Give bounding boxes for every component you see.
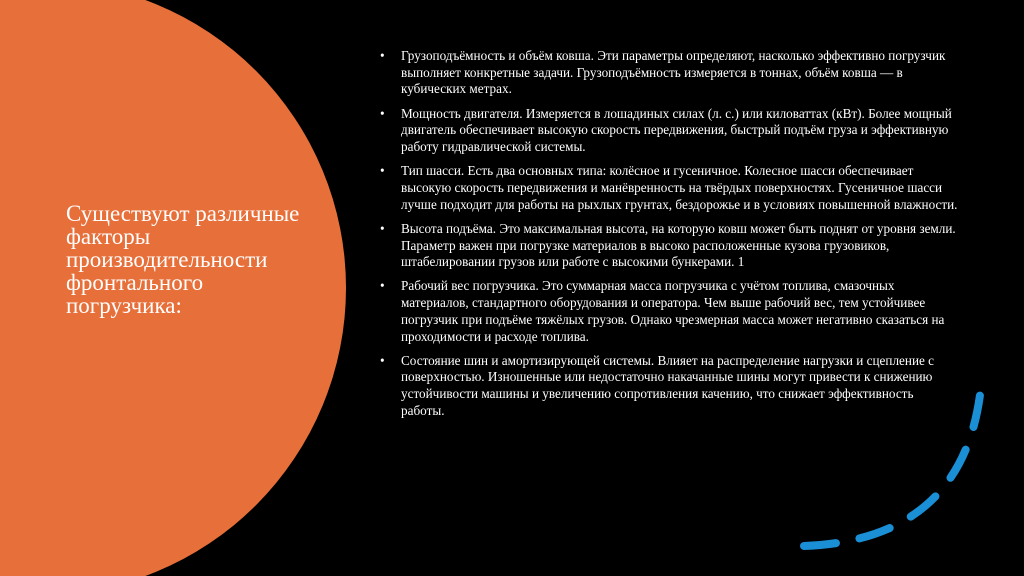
factors-list: [378, 48, 958, 427]
list-item-tires-suspension: • Состояние шин и амортизирующей системы. Влияет на распределение нагрузки и сцепление с поверхностью. Изношенные или недостаточно накачанные шины могут привести к снижению устойчивости машины и увеличению сопротивления качению, что снижает эффективность работы.: [378, 353, 958, 420]
list-item-operating-weight: • Рабочий вес погрузчика. Это суммарная масса погрузчика с учётом топлива, смазочных материалов, стандартного оборудования и оператора. Чем выше рабочий вес, тем устойчивее погрузчик при подъёме тяжёлых грузов. Однако чрезмерная масса может негативно сказаться на проходимости и расходе топлива.: [378, 278, 958, 345]
list-item-engine-power: • Мощность двигателя. Измеряется в лошадиных силах (л. с.) или киловаттах (кВт). Более мощный двигатель обеспечивает высокую скорость передвижения, быстрый подъём груза и эффективную работу гидравлической системы.: [378, 106, 958, 156]
list-item-lift-height: • Высота подъёма. Это максимальная высота, на которую ковш может быть поднят от уровня земли. Параметр важен при погрузке материалов в высоко расположенные кузова грузовиков, штабелировании грузов или работе с высокими бункерами. 1: [378, 221, 958, 271]
list-item-chassis-type: • Тип шасси. Есть два основных типа: колёсное и гусеничное. Колесное шасси обеспечивает высокую скорость передвижения и манёвренность на твёрдых поверхностях. Гусеничное шасси лучше подходит для работы на рыхлых грунтах, бездорожье и в условиях повышенной влажности.: [378, 163, 958, 213]
slide-title: Существуют различные факторы производительности фронтального погрузчика:: [66, 201, 300, 318]
list-item-load-capacity: • Грузоподъёмность и объём ковша. Эти параметры определяют, насколько эффективно погрузчик выполняет конкретные задачи. Грузоподъёмность измеряется в тоннах, объём ковша — в кубических метрах.: [378, 48, 958, 98]
